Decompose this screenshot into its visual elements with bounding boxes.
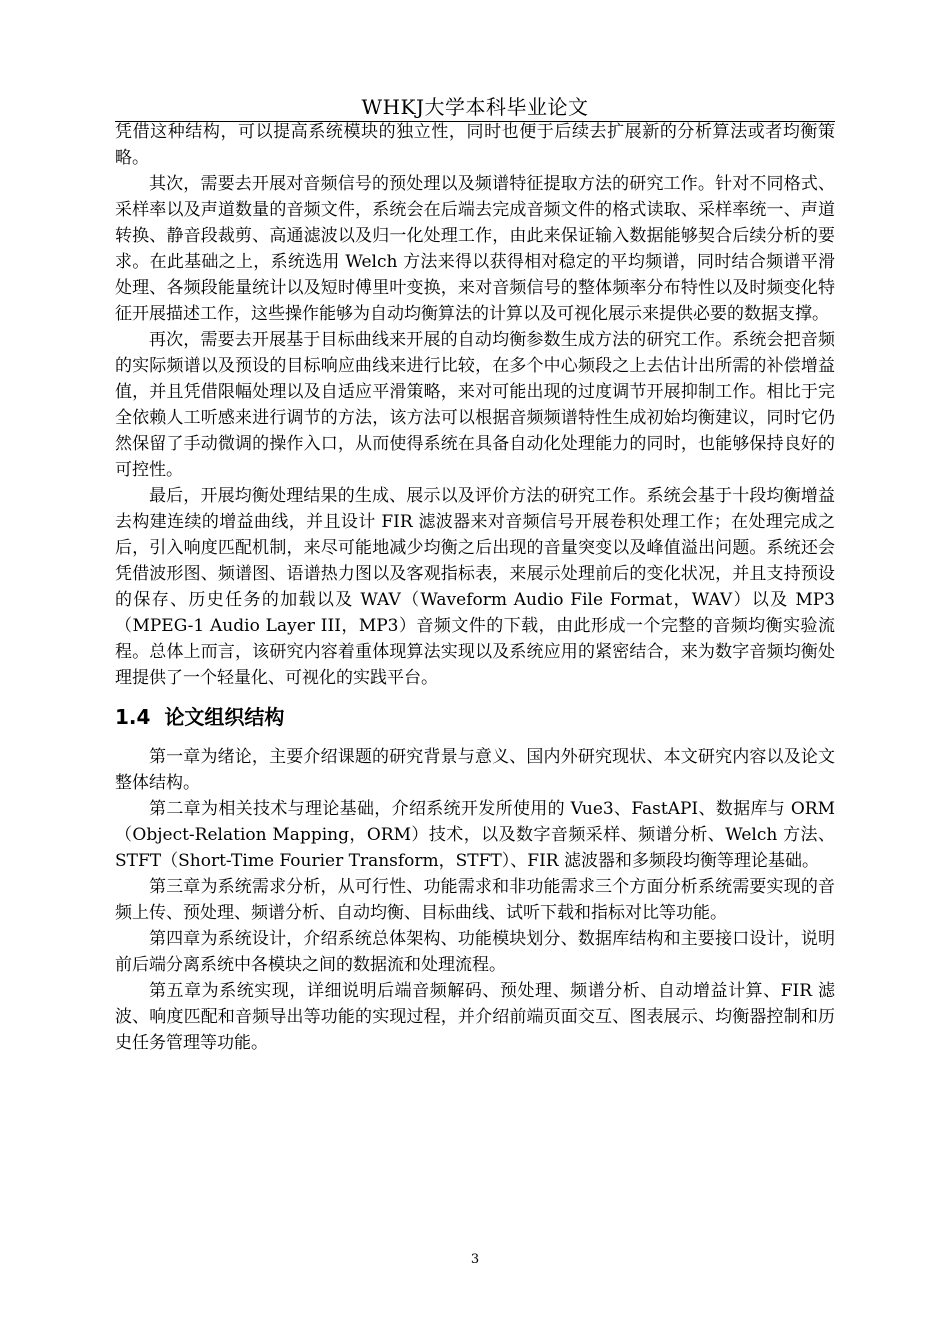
- paragraph-preprocessing: 其次，需要去开展对音频信号的预处理以及频谱特征提取方法的研究工作。针对不同格式、采样率以及声道数量的音频文件，系统会在后端去完成音频文件的格式读取、采样率统一、声道转换、静音段裁剪、高通滤波以及归一化处理工作，由此来保证输入数据能够契合后续分析的要求。在此基础之上，系统选用 Welch 方法来得以获得相对稳定的平均频谱，同时结合频谱平滑处理、各频段能量统计以及短时傅里叶变换，来对音频信号的整体频率分布特性以及时频变化特征开展描述工作，这些操作能够为自动均衡算法的计算以及可视化展示来提供必要的数据支撑。: [115, 174, 835, 324]
- page-body: [115, 119, 835, 1056]
- paragraph-chapter-2: 第二章为相关技术与理论基础，介绍系统开发所使用的 Vue3、FastAPI、数据库与 ORM（Object-Relation Mapping，ORM）技术，以及数字音频采样、频谱分析、Welch 方法、STFT（Short-Time Fourier Transform，STFT）、FIR 滤波器和多频段均衡等理论基础。: [115, 799, 835, 871]
- paragraph-chapter-5: 第五章为系统实现，详细说明后端音频解码、预处理、频谱分析、自动增益计算、FIR 滤波、响度匹配和音频导出等功能的实现过程，并介绍前端页面交互、图表展示、均衡器控制和历史任务管理等功能。: [115, 981, 835, 1053]
- paragraph-auto-eq: 再次，需要去开展基于目标曲线来开展的自动均衡参数生成方法的研究工作。系统会把音频的实际频谱以及预设的目标响应曲线来进行比较，在多个中心频段之上去估计出所需的补偿增益值，并且凭借限幅处理以及自适应平滑策略，来对可能出现的过度调节开展抑制工作。相比于完全依赖人工听感来进行调节的方法，该方法可以根据音频频谱特性生成初始均衡建议，同时它仍然保留了手动微调的操作入口，从而使得系统在具备自动化处理能力的同时，也能够保持良好的可控性。: [115, 330, 835, 480]
- paragraph-continuation: 凭借这种结构，可以提高系统模块的独立性，同时也便于后续去扩展新的分析算法或者均衡策略。: [115, 122, 835, 168]
- paragraph-chapter-1: 第一章为绪论，主要介绍课题的研究背景与意义、国内外研究现状、本文研究内容以及论文整体结构。: [115, 747, 835, 793]
- page-number: 3: [470, 1252, 480, 1267]
- section-title: 论文组织结构: [164, 705, 285, 729]
- paragraph-chapter-4: 第四章为系统设计，介绍系统总体架构、功能模块划分、数据库结构和主要接口设计，说明前后端分离系统中各模块之间的数据流和处理流程。: [115, 929, 835, 975]
- paragraph-chapter-3: 第三章为系统需求分析，从可行性、功能需求和非功能需求三个方面分析系统需要实现的音频上传、预处理、频谱分析、自动均衡、目标曲线、试听下载和指标对比等功能。: [115, 877, 835, 923]
- paragraph-evaluation: 最后，开展均衡处理结果的生成、展示以及评价方法的研究工作。系统会基于十段均衡增益去构建连续的增益曲线，并且设计 FIR 滤波器来对音频信号开展卷积处理工作；在处理完成之后，引入响度匹配机制，来尽可能地减少均衡之后出现的音量突变以及峰值溢出问题。系统还会凭借波形图、频谱图、语谱热力图以及客观指标表，来展示处理前后的变化状况，并且支持预设的保存、历史任务的加载以及 WAV（Waveform Audio File Format，WAV）以及 MP3（MPEG-1 Audio Layer III，MP3）音频文件的下载，由此形成一个完整的音频均衡实验流程。总体上而言，该研究内容着重体现算法实现以及系统应用的紧密结合，来为数字音频均衡处理提供了一个轻量化、可视化的实践平台。: [115, 486, 835, 688]
- running-header: WHKJ大学本科毕业论文: [361, 95, 589, 119]
- section-heading: [115, 702, 835, 732]
- section-number: 1.4: [115, 705, 151, 729]
